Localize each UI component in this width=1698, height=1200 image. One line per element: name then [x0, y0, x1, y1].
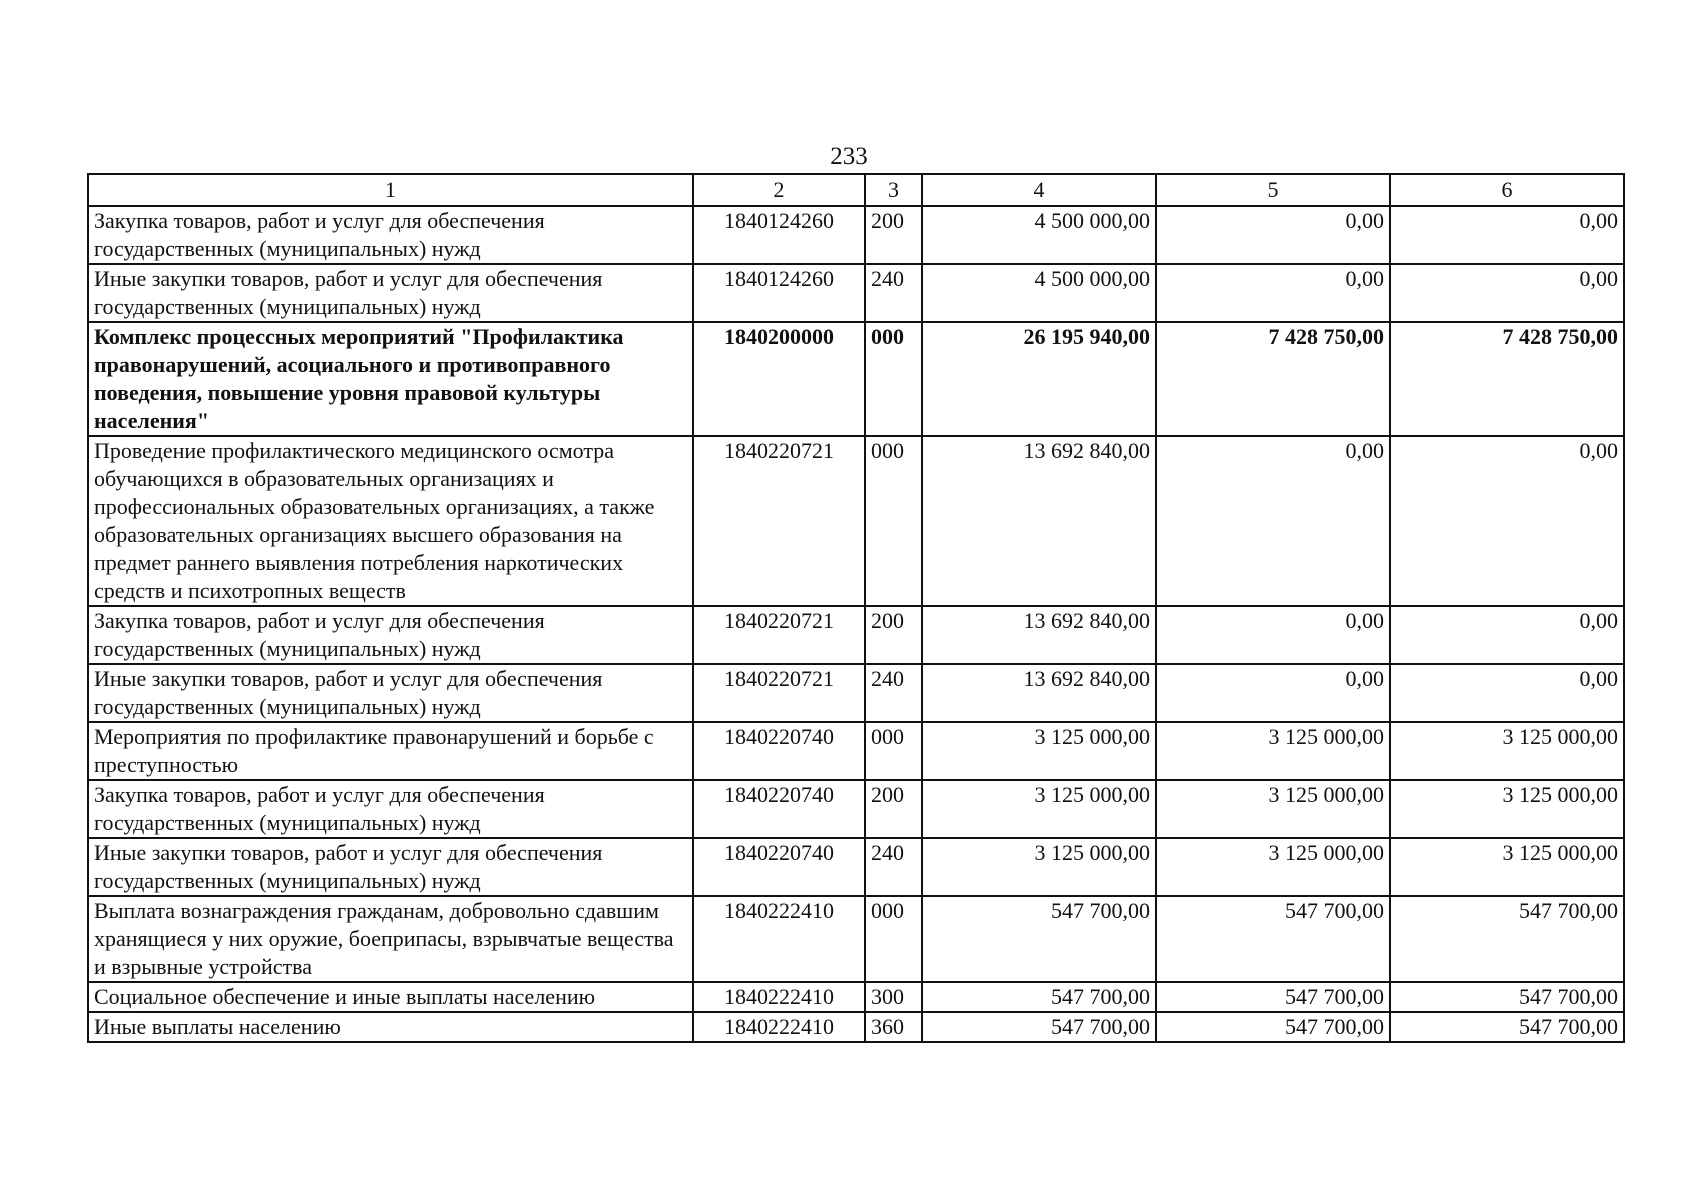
amount-col-4: 3 125 000,00: [922, 780, 1156, 838]
item-name: Иные выплаты населению: [88, 1012, 693, 1042]
amount-col-4: 547 700,00: [922, 1012, 1156, 1042]
header-row: [88, 174, 1624, 206]
table-row: [88, 322, 1624, 436]
table-row: [88, 722, 1624, 780]
column-header-4: 4: [922, 174, 1156, 206]
target-code: 1840222410: [693, 896, 865, 982]
target-code: 1840222410: [693, 982, 865, 1012]
target-code: 1840220721: [693, 664, 865, 722]
item-name: Выплата вознаграждения гражданам, добровольно сдавшим хранящиеся у них оружие, боеприпасы, взрывчатые вещества и взрывные устройства: [88, 896, 693, 982]
item-name: Закупка товаров, работ и услуг для обеспечения государственных (муниципальных) нужд: [88, 780, 693, 838]
target-code: 1840124260: [693, 206, 865, 264]
amount-col-6: 3 125 000,00: [1390, 780, 1624, 838]
item-name: Социальное обеспечение и иные выплаты населению: [88, 982, 693, 1012]
expense-type-code: 300: [865, 982, 922, 1012]
item-name: Иные закупки товаров, работ и услуг для обеспечения государственных (муниципальных) нужд: [88, 838, 693, 896]
amount-col-6: 0,00: [1390, 206, 1624, 264]
amount-col-6: 0,00: [1390, 436, 1624, 606]
amount-col-4: 547 700,00: [922, 896, 1156, 982]
amount-col-5: 3 125 000,00: [1156, 838, 1390, 896]
table-row: [88, 982, 1624, 1012]
column-header-2: 2: [693, 174, 865, 206]
amount-col-4: 13 692 840,00: [922, 664, 1156, 722]
item-name: Мероприятия по профилактике правонарушений и борьбе с преступностью: [88, 722, 693, 780]
column-header-3: 3: [865, 174, 922, 206]
expense-type-code: 200: [865, 780, 922, 838]
expense-type-code: 000: [865, 722, 922, 780]
expense-type-code: 000: [865, 896, 922, 982]
item-name: Комплекс процессных мероприятий "Профилактика правонарушений, асоциального и противоправного поведения, повышение уровня правовой культуры населения": [88, 322, 693, 436]
item-name: Проведение профилактического медицинского осмотра обучающихся в образовательных организациях и профессиональных образовательных организациях, а также образовательных организациях высшего образования на предмет раннего выявления потребления наркотических средств и психотропных веществ: [88, 436, 693, 606]
amount-col-5: 547 700,00: [1156, 982, 1390, 1012]
column-header-6: 6: [1390, 174, 1624, 206]
amount-col-5: 0,00: [1156, 606, 1390, 664]
target-code: 1840200000: [693, 322, 865, 436]
item-name: Иные закупки товаров, работ и услуг для обеспечения государственных (муниципальных) нужд: [88, 664, 693, 722]
page-number: 233: [830, 143, 868, 170]
column-header-1: 1: [88, 174, 693, 206]
amount-col-5: 0,00: [1156, 436, 1390, 606]
table-row: [88, 206, 1624, 264]
amount-col-5: 3 125 000,00: [1156, 722, 1390, 780]
amount-col-4: 26 195 940,00: [922, 322, 1156, 436]
amount-col-4: 3 125 000,00: [922, 838, 1156, 896]
amount-col-6: 3 125 000,00: [1390, 838, 1624, 896]
amount-col-6: 0,00: [1390, 264, 1624, 322]
amount-col-6: 7 428 750,00: [1390, 322, 1624, 436]
item-name: Закупка товаров, работ и услуг для обеспечения государственных (муниципальных) нужд: [88, 206, 693, 264]
target-code: 1840220721: [693, 436, 865, 606]
target-code: 1840220740: [693, 780, 865, 838]
amount-col-4: 4 500 000,00: [922, 206, 1156, 264]
amount-col-6: 0,00: [1390, 664, 1624, 722]
amount-col-5: 547 700,00: [1156, 1012, 1390, 1042]
amount-col-4: 13 692 840,00: [922, 436, 1156, 606]
column-header-5: 5: [1156, 174, 1390, 206]
expense-type-code: 240: [865, 838, 922, 896]
table-row: [88, 436, 1624, 606]
target-code: 1840124260: [693, 264, 865, 322]
table-row: [88, 780, 1624, 838]
amount-col-5: 3 125 000,00: [1156, 780, 1390, 838]
amount-col-4: 13 692 840,00: [922, 606, 1156, 664]
target-code: 1840220740: [693, 838, 865, 896]
amount-col-6: 547 700,00: [1390, 896, 1624, 982]
expense-type-code: 240: [865, 264, 922, 322]
target-code: 1840222410: [693, 1012, 865, 1042]
amount-col-6: 547 700,00: [1390, 1012, 1624, 1042]
expense-type-code: 360: [865, 1012, 922, 1042]
amount-col-5: 547 700,00: [1156, 896, 1390, 982]
table-row: [88, 1012, 1624, 1042]
amount-col-5: 7 428 750,00: [1156, 322, 1390, 436]
table-row: [88, 264, 1624, 322]
expense-type-code: 200: [865, 606, 922, 664]
target-code: 1840220740: [693, 722, 865, 780]
amount-col-6: 3 125 000,00: [1390, 722, 1624, 780]
amount-col-5: 0,00: [1156, 206, 1390, 264]
amount-col-5: 0,00: [1156, 664, 1390, 722]
budget-table: [87, 173, 1625, 1043]
expense-type-code: 000: [865, 322, 922, 436]
table-row: [88, 838, 1624, 896]
table-row: [88, 896, 1624, 982]
amount-col-6: 547 700,00: [1390, 982, 1624, 1012]
table-row: [88, 606, 1624, 664]
table-row: [88, 664, 1624, 722]
amount-col-4: 4 500 000,00: [922, 264, 1156, 322]
amount-col-6: 0,00: [1390, 606, 1624, 664]
item-name: Закупка товаров, работ и услуг для обеспечения государственных (муниципальных) нужд: [88, 606, 693, 664]
expense-type-code: 200: [865, 206, 922, 264]
amount-col-4: 3 125 000,00: [922, 722, 1156, 780]
amount-col-4: 547 700,00: [922, 982, 1156, 1012]
item-name: Иные закупки товаров, работ и услуг для обеспечения государственных (муниципальных) нужд: [88, 264, 693, 322]
expense-type-code: 000: [865, 436, 922, 606]
expense-type-code: 240: [865, 664, 922, 722]
target-code: 1840220721: [693, 606, 865, 664]
amount-col-5: 0,00: [1156, 264, 1390, 322]
